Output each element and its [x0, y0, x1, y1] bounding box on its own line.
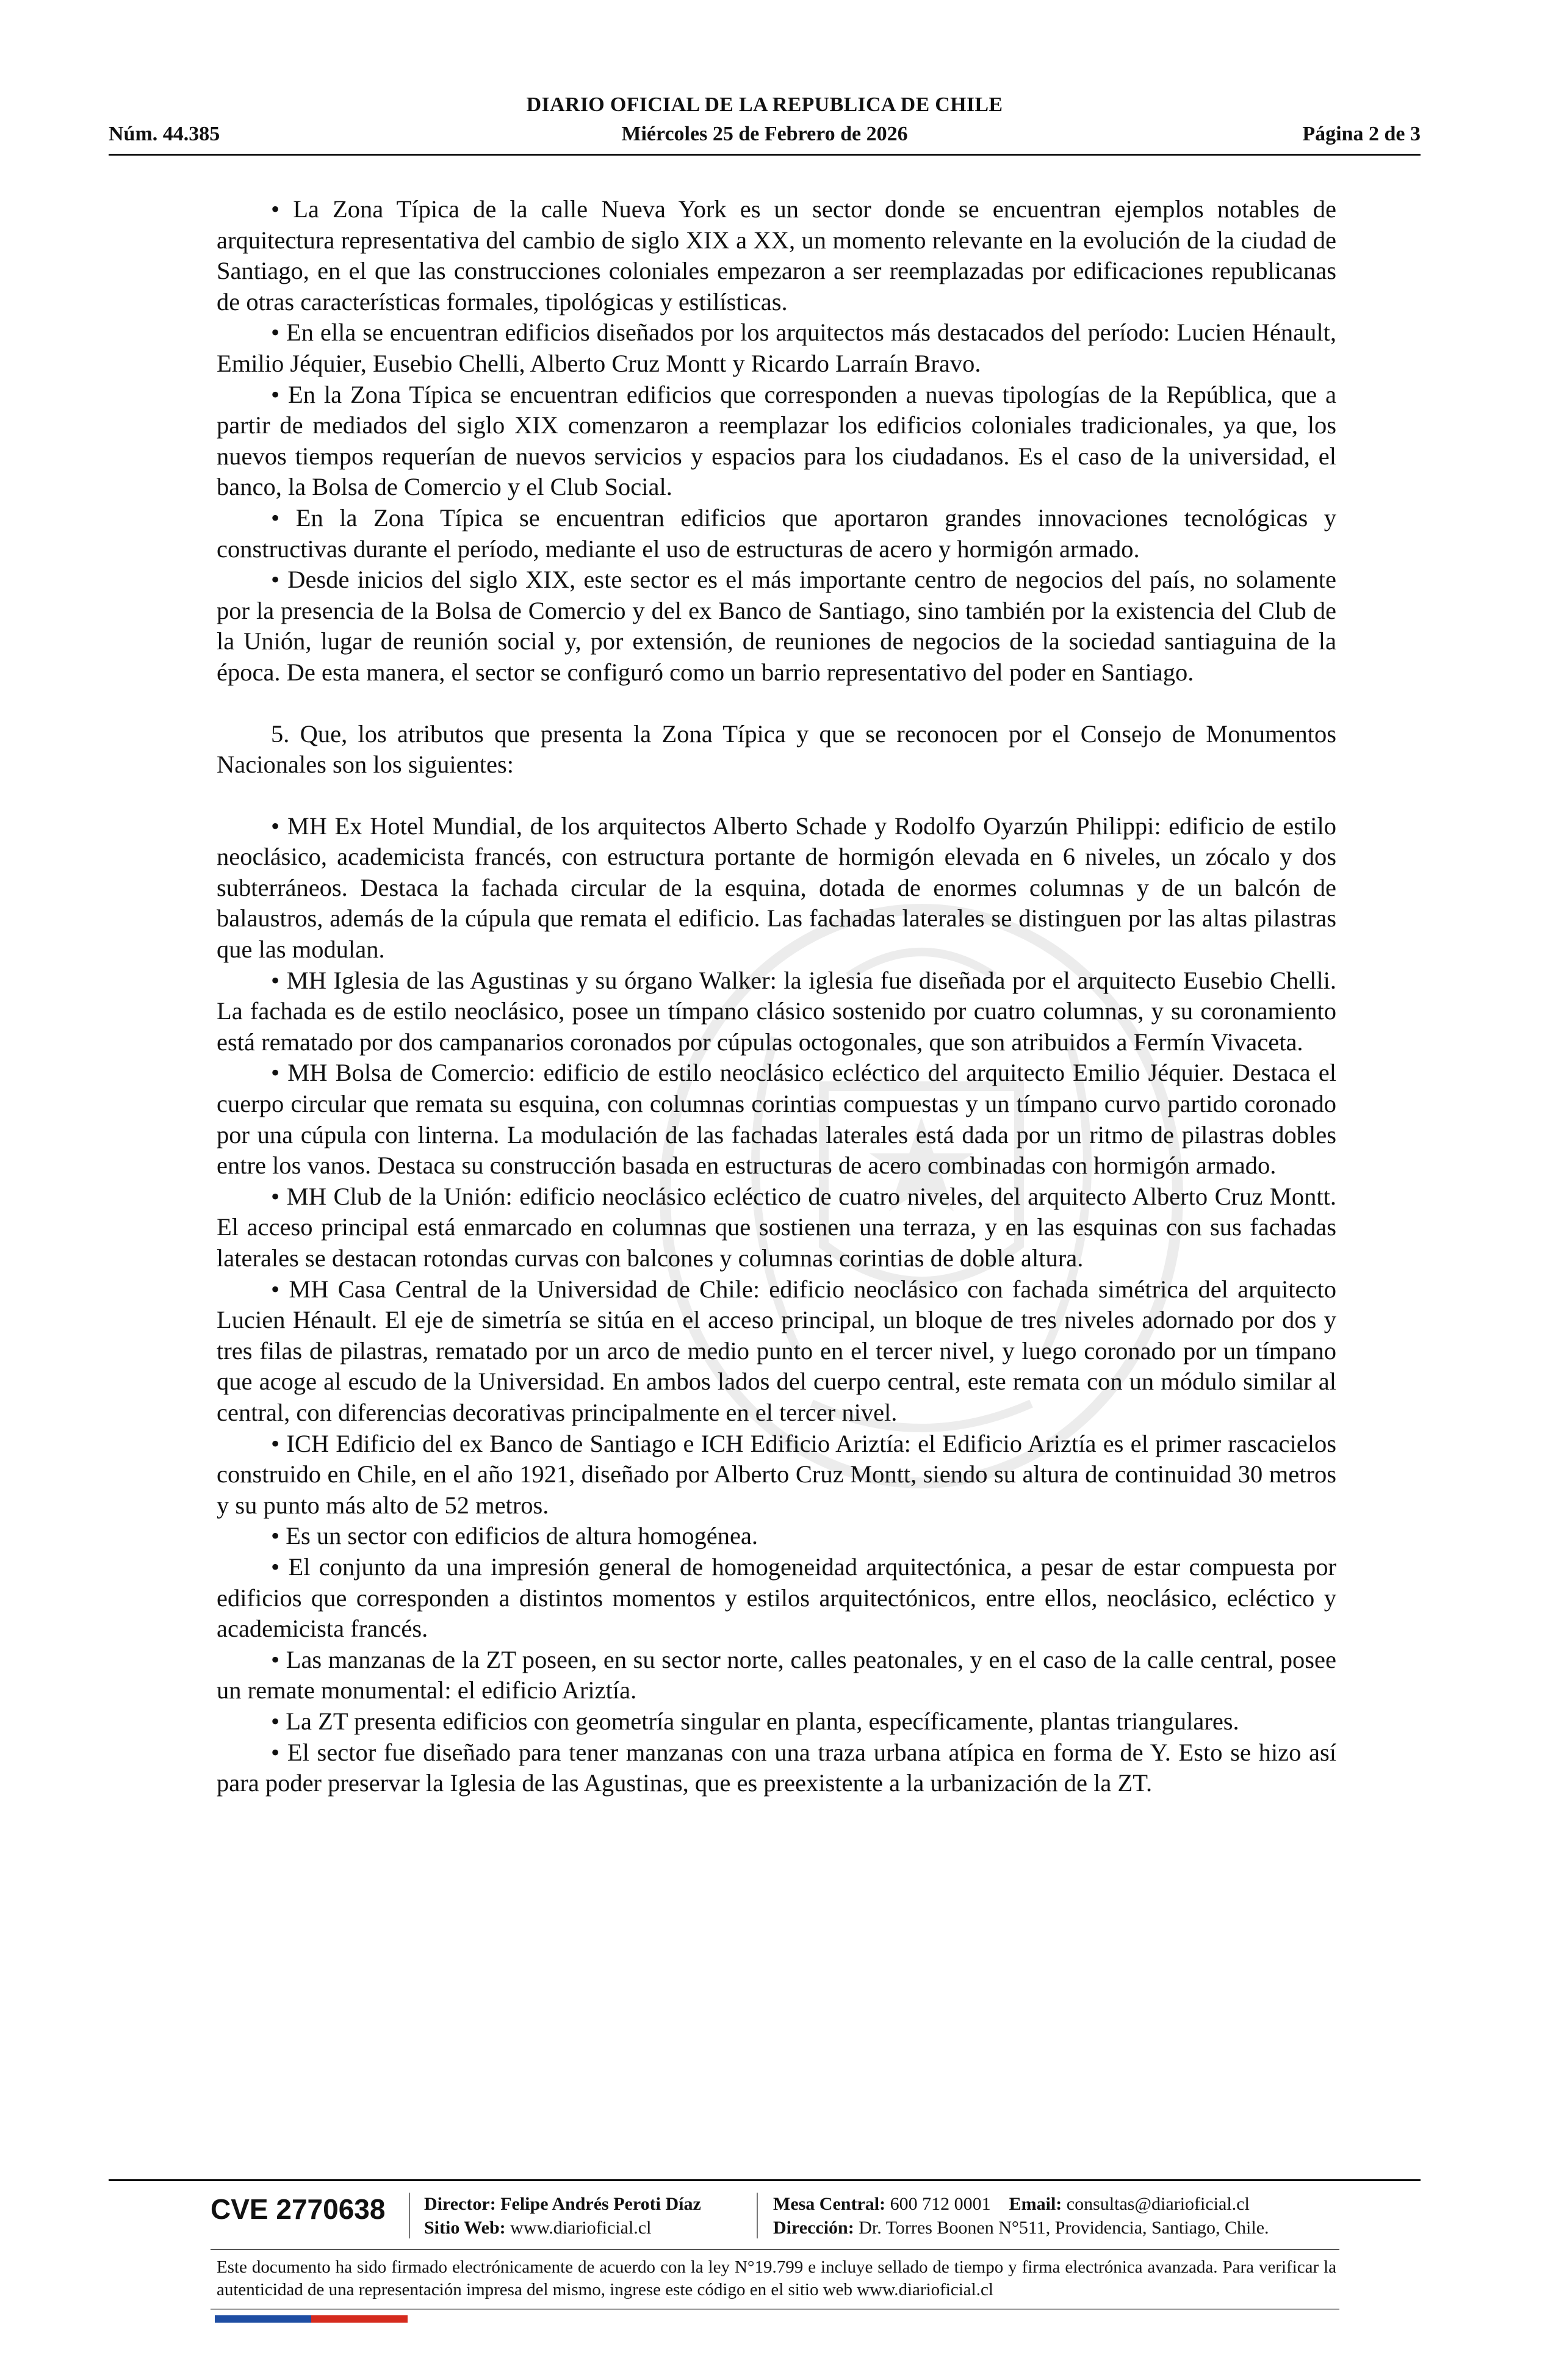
address-label: Dirección:	[773, 2218, 854, 2238]
paragraph-point-5: 5. Que, los atributos que presenta la Zona Típica y que se reconocen por el Consejo de Monumentos Nacionales son los siguientes:	[217, 719, 1336, 779]
paragraph: • En la Zona Típica se encuentran edificios que aportaron grandes innovaciones tecnológicas y constructivas durante el período, mediante el uso de estructuras de acero y hormigón armado.	[217, 503, 1336, 563]
header-divider	[109, 154, 1421, 156]
page-header	[109, 93, 1421, 156]
paragraph: • ICH Edificio del ex Banco de Santiago e ICH Edificio Ariztía: el Edificio Ariztía es el primer rascacielos construido en Chile, en el año 1921, diseñado por Alberto Cruz Montt, siendo su altura de continuidad 30 metros y su punto más alto de 52 metros.	[217, 1429, 1336, 1519]
mesa-phone: 600 712 0001	[890, 2194, 991, 2214]
email-label: Email:	[1009, 2194, 1062, 2214]
footer-separator	[409, 2193, 410, 2238]
paragraph: • En la Zona Típica se encuentran edificios que corresponden a nuevas tipologías de la República, que a partir de mediados del siglo XIX comenzaron a reemplazar los edificios coloniales tradicionales, ya que, los nuevos tiempos requerían de nuevos servicios y espacios para los ciudadanos. Es el caso de la universidad, el banco, la Bolsa de Comercio y el Club Social.	[217, 380, 1336, 501]
site-label: Sitio Web:	[424, 2218, 506, 2238]
footer-separator	[757, 2193, 758, 2238]
paragraph: • MH Bolsa de Comercio: edificio de estilo neoclásico ecléctico del arquitecto Emilio Jéquier. Destaca el cuerpo circular que remata su esquina, con columnas corintias compuestas y un tímpano curvo partido coronado por una cúpula con linterna. La modulación de las fachadas laterales está dada por un ritmo de pilastras dobles entre los vanos. Destaca su construcción basada en estructuras de acero combinadas con hormigón armado.	[217, 1059, 1336, 1180]
mesa-label: Mesa Central:	[773, 2194, 886, 2214]
legal-notice: Este documento ha sido firmado electrónicamente de acuerdo con la ley N°19.799 e incluye sellado de tiempo y firma electrónica avanzada. Para verificar la autenticidad de una representación impresa del mismo, ingrese este código en el sitio web www.diarioficial.cl	[217, 2257, 1336, 2299]
page-number: Página 2 de 3	[1302, 123, 1421, 145]
footer-contact-block	[773, 2192, 1269, 2240]
chile-flag-bar	[215, 2315, 408, 2323]
email-link[interactable]: consultas@diarioficial.cl	[1066, 2194, 1250, 2214]
paragraph: • El conjunto da una impresión general de homogeneidad arquitectónica, a pesar de estar compuesta por edificios que corresponden a distintos momentos y estilos arquitectónicos, entre ellos, neoclásico, ecléctico y academicista francés.	[217, 1552, 1336, 1643]
footer-divider-mid	[211, 2249, 1339, 2250]
paragraph: • La ZT presenta edificios con geometría singular en planta, específicamente, plantas triangulares.	[271, 1707, 1239, 1735]
paragraph: • En ella se encuentran edificios diseñados por los arquitectos más destacados del período: Lucien Hénault, Emilio Jéquier, Eusebio Chelli, Alberto Cruz Montt y Ricardo Larraín Bravo.	[217, 319, 1336, 377]
paragraph: • Desde inicios del siglo XIX, este sector es el más importante centro de negocios del país, no solamente por la presencia de la Bolsa de Comercio y del ex Banco de Santiago, sino también por la existencia del Club de la Unión, lugar de reunión social y, por extensión, de reuniones de negocios de la sociedad santiaguina de la época. De esta manera, el sector se configuró como un barrio representativo del poder en Santiago.	[217, 566, 1336, 686]
footer-director-block	[424, 2192, 701, 2240]
footer-divider-top	[109, 2179, 1421, 2181]
address-value: Dr. Torres Boonen N°511, Providencia, Santiago, Chile.	[859, 2218, 1269, 2238]
page-footer	[211, 2188, 1339, 2246]
cve-code: CVE 2770638	[211, 2193, 386, 2225]
document-body	[217, 194, 1336, 1799]
director-label: Director:	[424, 2194, 496, 2214]
newspaper-title: DIARIO OFICIAL DE LA REPUBLICA DE CHILE	[526, 93, 1003, 116]
paragraph: • MH Casa Central de la Universidad de Chile: edificio neoclásico con fachada simétrica del arquitecto Lucien Hénault. El eje de simetría se sitúa en el acceso principal, un bloque de tres niveles adornado por dos y tres filas de pilastras, rematado por un arco de medio punto en el tercer nivel, y luego coronado por un tímpano que acoge al escudo de la Universidad. En ambos lados del cuerpo central, este remata con un módulo similar al central, con diferencias decorativas principalmente en el tercer nivel.	[217, 1275, 1336, 1426]
flag-red-segment	[311, 2315, 408, 2323]
paragraph: • Las manzanas de la ZT poseen, en su sector norte, calles peatonales, y en el caso de la calle central, posee un remate monumental: el edificio Ariztía.	[217, 1645, 1336, 1704]
paragraph: • La Zona Típica de la calle Nueva York es un sector donde se encuentran ejemplos notables de arquitectura representativa del cambio de siglo XIX a XX, un momento relevante en la evolución de la ciudad de Santiago, en el que las construcciones coloniales empezaron a ser reemplazadas por edificaciones republicanas de otras características formales, tipológicas y estilísticas.	[217, 195, 1336, 316]
paragraph: • MH Club de la Unión: edificio neoclásico ecléctico de cuatro niveles, del arquitecto Alberto Cruz Montt. El acceso principal está enmarcado en columnas que sostienen una terraza, y en las esquinas con sus fachadas laterales se destacan rotondas curvas con balcones y columnas corintias de doble altura.	[217, 1182, 1336, 1272]
paragraph: • MH Ex Hotel Mundial, de los arquitectos Alberto Schade y Rodolfo Oyarzún Philippi: edificio de estilo neoclásico, academicista francés, con estructura portante de hormigón elevada en 6 niveles, un zócalo y dos subterráneos. Destaca la fachada circular de la esquina, dotada de enormes columnas y de un balcón de balaustros, además de la cúpula que remata el edificio. Las fachadas laterales se distinguen por las altas pilastras que las modulan.	[217, 812, 1336, 964]
footer-divider-bottom	[211, 2309, 1339, 2310]
issue-date: Miércoles 25 de Febrero de 2026	[621, 123, 908, 145]
director-name: Felipe Andrés Peroti Díaz	[500, 2194, 701, 2214]
paragraph: • El sector fue diseñado para tener manzanas con una traza urbana atípica en forma de Y. Esto se hizo así para poder preservar la Iglesia de las Agustinas, que es preexistente a la urbanización de la ZT.	[217, 1738, 1336, 1797]
issue-number: Núm. 44.385	[109, 123, 220, 145]
site-link[interactable]: www.diarioficial.cl	[510, 2218, 652, 2238]
flag-blue-segment	[215, 2315, 311, 2323]
paragraph: • Es un sector con edificios de altura homogénea.	[271, 1522, 758, 1550]
paragraph: • MH Iglesia de las Agustinas y su órgano Walker: la iglesia fue diseñada por el arquitecto Eusebio Chelli. La fachada es de estilo neoclásico, posee un tímpano clásico sostenido por cuatro columnas, y su coronamiento está rematado por dos campanarios coronados por cúpulas octogonales, que son atribuidos a Fermín Vivaceta.	[217, 966, 1336, 1056]
